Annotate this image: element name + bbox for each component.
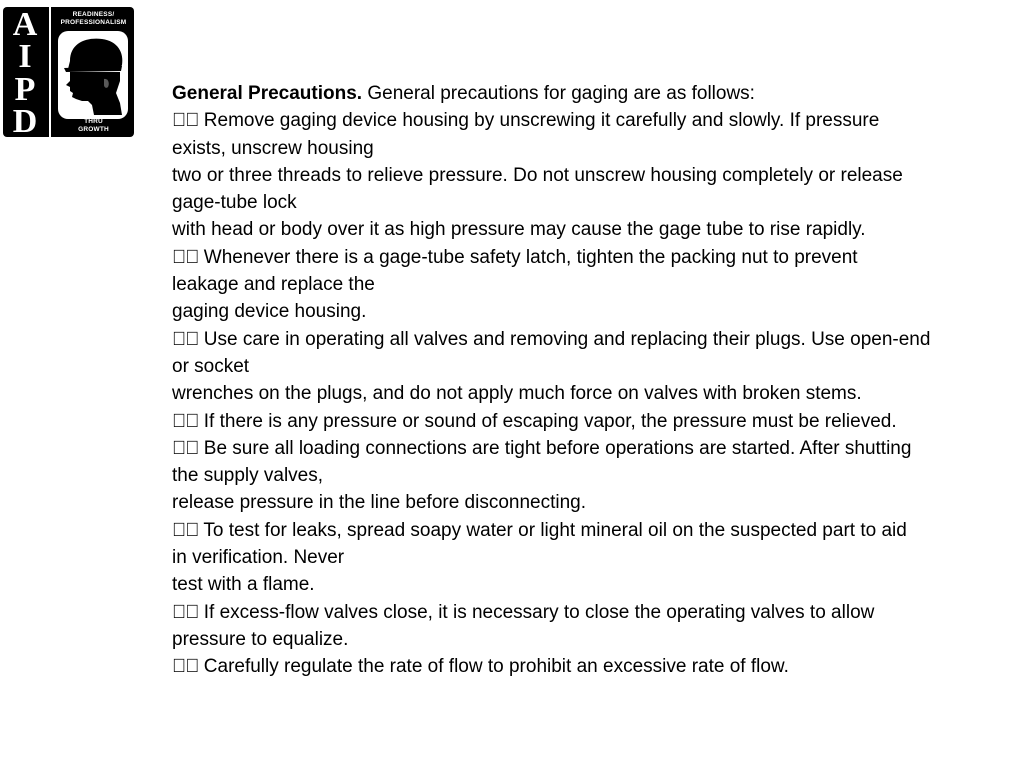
- line-text: Use care in operating all valves and removing and replacing their plugs. Use open-end: [198, 328, 931, 350]
- text-line: exists, unscrew housing: [172, 137, 374, 159]
- bullet-line: [172, 408, 1002, 435]
- bullet-line: [172, 653, 1002, 680]
- text-line: leakage and replace the: [172, 274, 375, 296]
- line-text: To test for leaks, spread soapy water or light mineral oil on the suspected part to aid: [198, 519, 907, 541]
- text-line: gaging device housing.: [172, 301, 367, 323]
- text-line: or socket: [172, 355, 250, 377]
- logo-letter-p: P: [14, 70, 36, 108]
- logo-letter-i: I: [18, 38, 32, 76]
- bullet-glyph:   : [172, 246, 199, 268]
- logo-top-line-2: PROFESSIONALISM: [60, 19, 127, 26]
- bullet-glyph:   : [172, 519, 199, 541]
- bullet-line: [172, 435, 1002, 462]
- text-line: in verification. Never: [172, 547, 345, 569]
- bullet-glyph:   : [172, 437, 199, 459]
- bullet-line: [172, 107, 1002, 134]
- logo-top-line-1: READINESS/: [72, 11, 115, 18]
- line-text: If there is any pressure or sound of escaping vapor, the pressure must be relieved.: [198, 410, 897, 432]
- line-text: Be sure all loading connections are tight before operations are started. After shutting: [198, 437, 912, 459]
- text-line: gage-tube lock: [172, 192, 297, 214]
- section-heading: General Precautions.: [172, 83, 363, 104]
- bullet-line: [172, 244, 1002, 271]
- bullet-glyph:   : [172, 328, 199, 350]
- text-line: release pressure in the line before disconnecting.: [172, 492, 587, 514]
- text-line: pressure to equalize.: [172, 628, 349, 650]
- text-line: two or three threads to relieve pressure. Do not unscrew housing completely or release: [172, 164, 903, 186]
- bullet-glyph:   : [172, 601, 199, 623]
- bullet-line: [172, 517, 1002, 544]
- bullet-line: [172, 326, 1002, 353]
- logo-letters: [3, 6, 47, 140]
- logo-letter-a: A: [12, 6, 38, 43]
- logo-letter-d: D: [12, 102, 38, 140]
- bullet-glyph:   : [172, 410, 199, 432]
- section-intro: General precautions for gaging are as follows:: [362, 83, 755, 104]
- text-line: wrenches on the plugs, and do not apply much force on valves with broken stems.: [172, 383, 862, 405]
- line-text: If excess-flow valves close, it is necessary to close the operating valves to allow: [198, 601, 875, 623]
- text-line: test with a flame.: [172, 574, 315, 596]
- text-line: the supply valves,: [172, 465, 324, 487]
- heading-line: [172, 80, 1002, 107]
- logo-top-text: [53, 11, 134, 27]
- logo-bottom-text: [53, 118, 134, 134]
- line-text: Carefully regulate the rate of flow to prohibit an excessive rate of flow.: [198, 656, 789, 678]
- soldier-helmet-silhouette-icon: [58, 31, 128, 119]
- line-text: Remove gaging device housing by unscrewing it carefully and slowly. If pressure: [198, 110, 880, 132]
- text-line: with head or body over it as high pressure may cause the gage tube to rise rapidly.: [172, 219, 866, 241]
- bullet-glyph:   : [172, 656, 199, 678]
- bullet-glyph:   : [172, 110, 199, 132]
- logo-bottom-line-2: GROWTH: [78, 126, 109, 133]
- line-text: Whenever there is a gage-tube safety latch, tighten the packing nut to prevent: [198, 246, 858, 268]
- document-body: [172, 80, 1002, 681]
- bullet-line: [172, 599, 1002, 626]
- logo-bottom-line-1: THRU: [84, 118, 103, 125]
- aipd-logo: [3, 6, 134, 140]
- logo-divider: [49, 7, 51, 137]
